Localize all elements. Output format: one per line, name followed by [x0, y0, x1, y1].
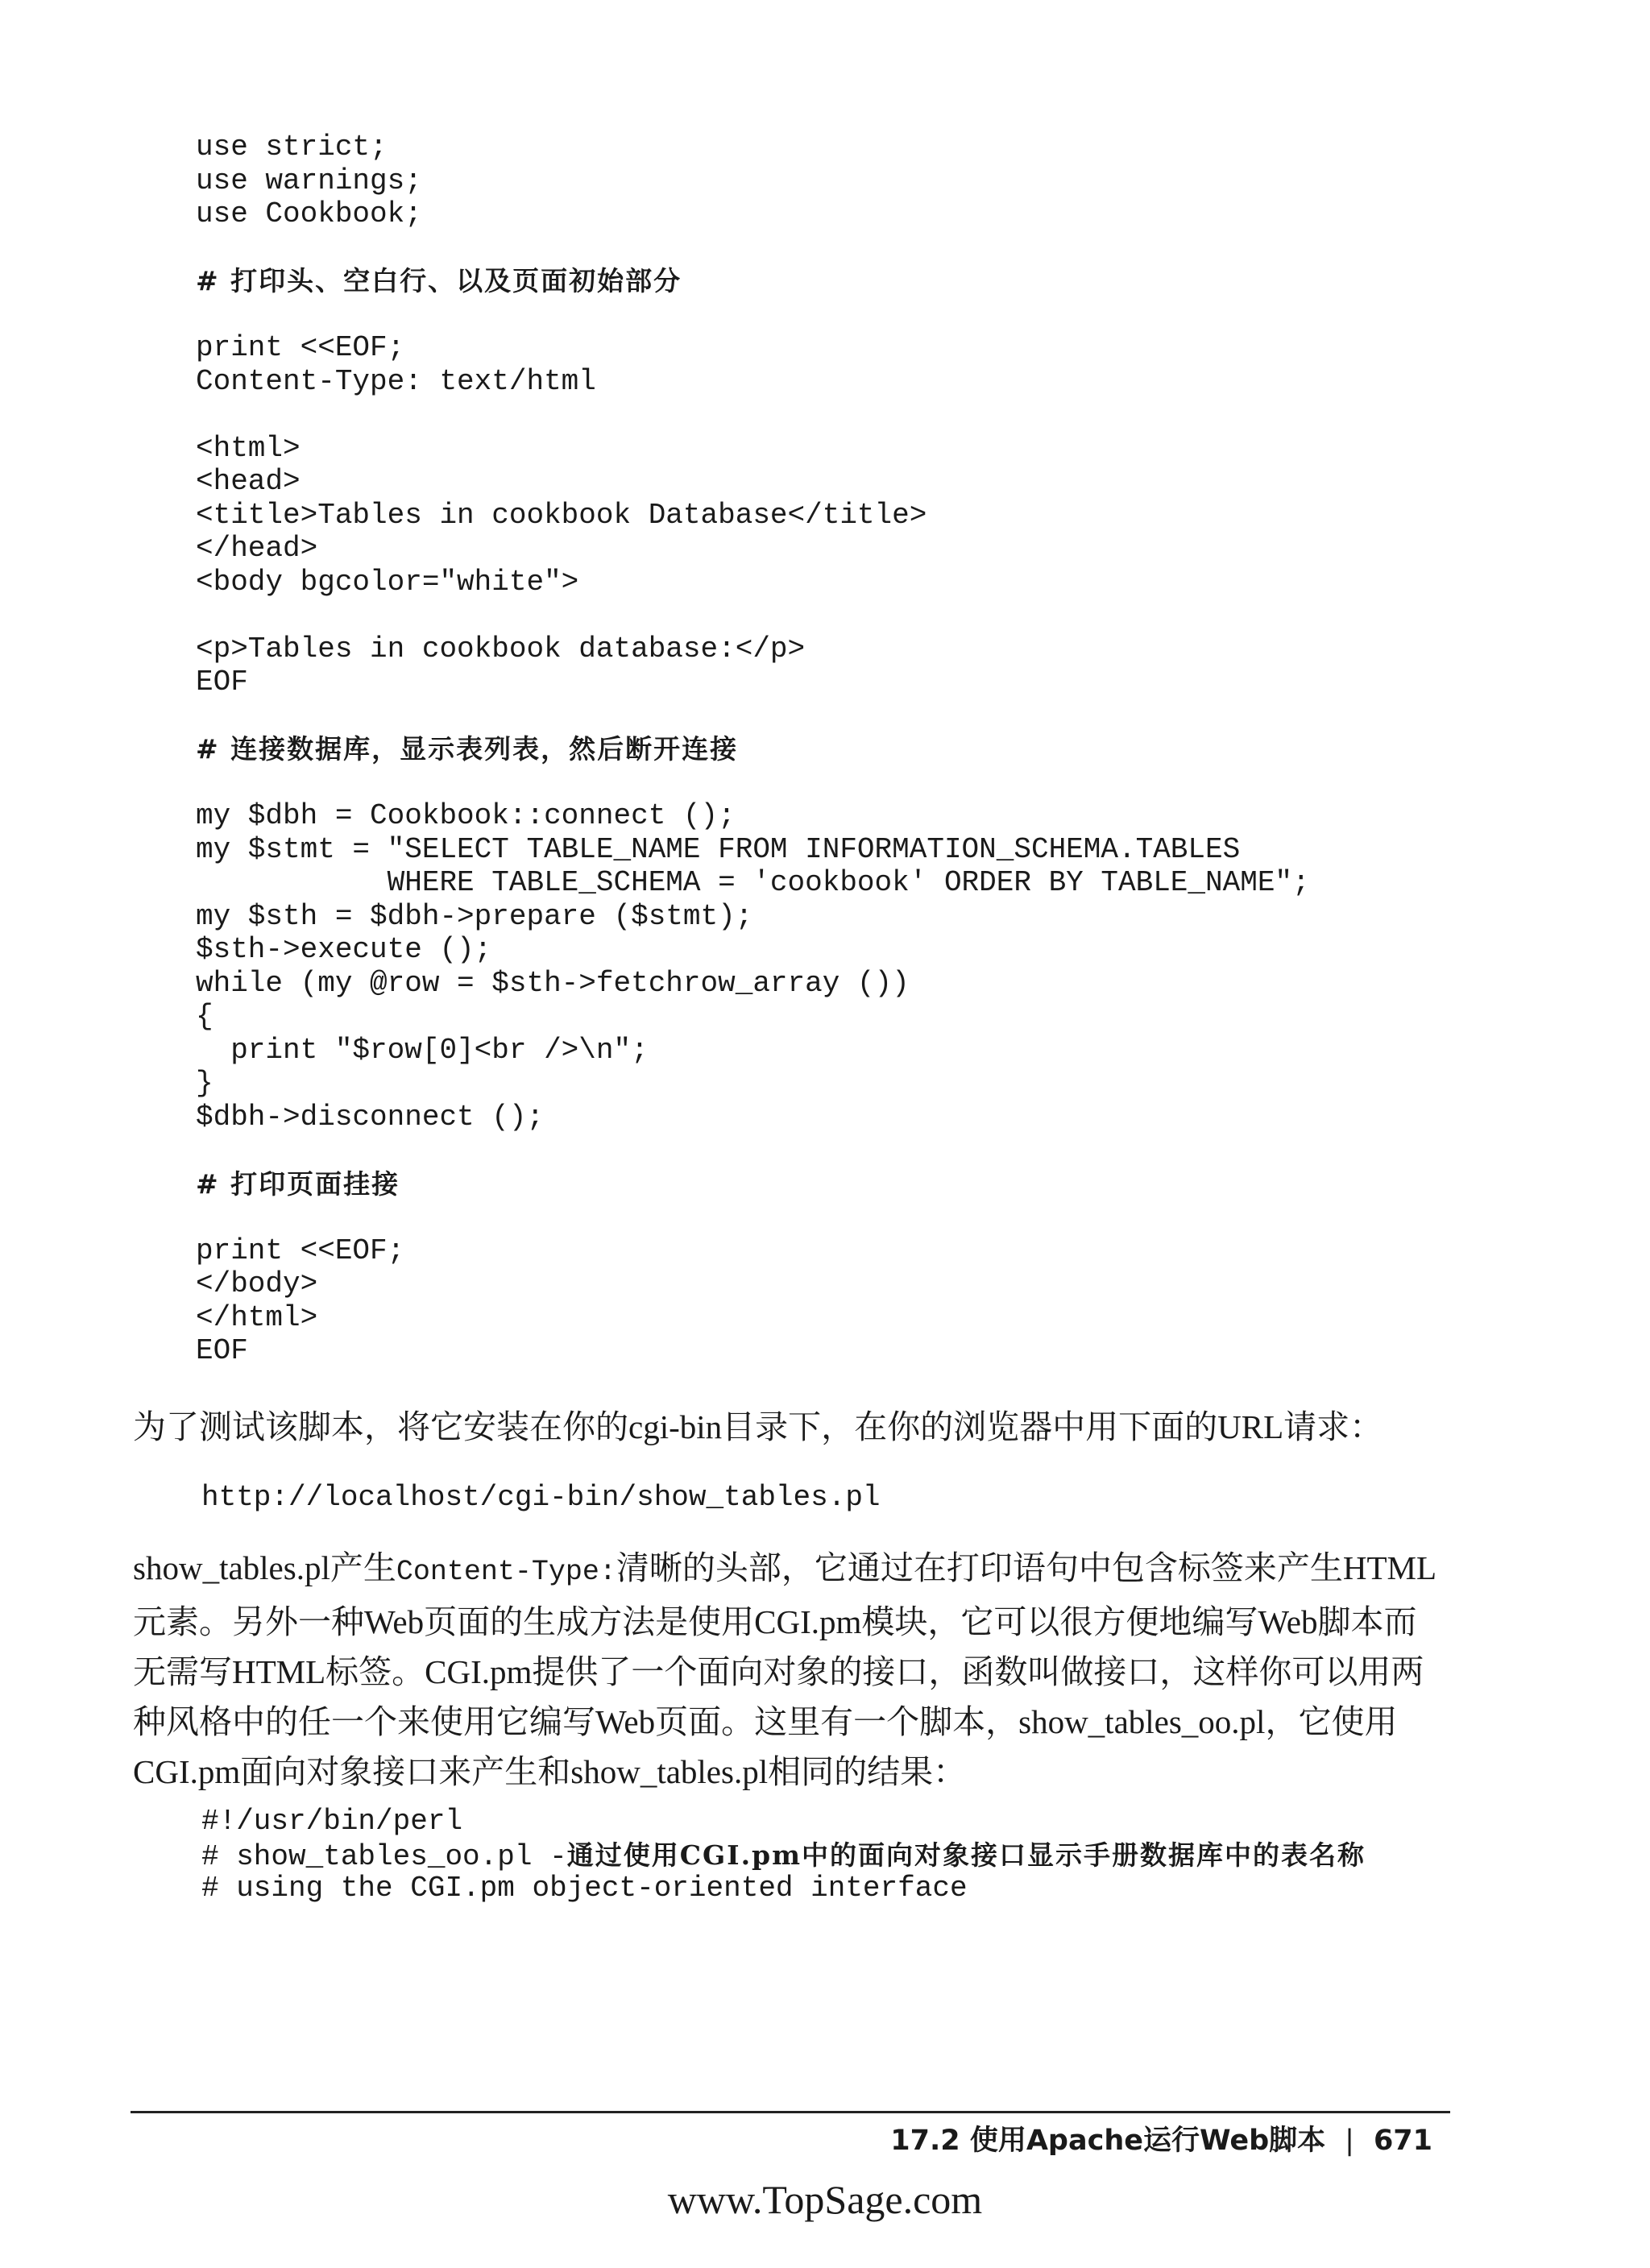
- code-line: Content-Type: text/html: [196, 364, 596, 398]
- code-line: </body>: [196, 1267, 318, 1300]
- code-line: print "$row[0]<br />\n";: [196, 1033, 649, 1067]
- code-comment: # 连接数据库，显示表列表，然后断开连接: [196, 733, 739, 765]
- code-line: $dbh->disconnect ();: [196, 1100, 545, 1134]
- code-blank-line: [196, 298, 1310, 332]
- code-blank-line: [196, 766, 1310, 800]
- paragraph-text: 为了测试该脚本，将它安装在你的cgi-bin目录下，在你的浏览器中用下面的URL请求：: [133, 1408, 1383, 1445]
- code-text: # show_tables_oo.pl -: [201, 1839, 567, 1873]
- code-line: EOF: [196, 665, 248, 699]
- code-line: <head>: [196, 465, 301, 498]
- paragraph-cgi-pm-description: [133, 1543, 1448, 1797]
- footer-rule: [131, 2111, 1450, 2113]
- code-line: print <<EOF;: [196, 331, 405, 364]
- code-listing-show-tables-oo: [201, 1805, 1366, 1905]
- code-line: my $sth = $dbh->prepare ($stmt);: [196, 899, 753, 933]
- code-blank-line: [196, 1200, 1310, 1234]
- code-blank-line: [196, 231, 1310, 265]
- code-line: WHERE TABLE_SCHEMA = 'cookbook' ORDER BY TABLE_NAME";: [196, 866, 1310, 899]
- url-example: [201, 1481, 881, 1515]
- code-line: # using the CGI.pm object-oriented interface: [201, 1872, 968, 1905]
- page-footer: [890, 2121, 1432, 2161]
- code-line: </head>: [196, 532, 318, 565]
- paragraph-text-b: 清晰的头部，它通过在打印语句中包含标签来产生HTML元素。另外一种Web页面的生成方法是使用CGI.pm模块，它可以很方便地编写Web脚本而无需写HTML标签。CGI.pm提供了一个面向对象的接口，函数叫做接口，这样你可以用两种风格中的任一个来使用它编写Web页面。这里有一个脚本，show_tables_oo.pl，它使用CGI.pm面向对象接口来产生和show_tables.pl相同的结果：: [133, 1549, 1437, 1790]
- code-line: $sth->execute ();: [196, 933, 492, 966]
- code-blank-line: [196, 1134, 1310, 1167]
- code-line: <body bgcolor="white">: [196, 565, 579, 599]
- code-line: print <<EOF;: [196, 1234, 405, 1267]
- code-line: my $dbh = Cookbook::connect ();: [196, 799, 736, 832]
- code-line: <html>: [196, 431, 301, 465]
- code-line: use strict;: [196, 131, 388, 164]
- code-comment: 通过使用CGI.pm中的面向对象接口显示手册数据库中的表名称: [566, 1839, 1366, 1871]
- footer-section-title: 17.2 使用Apache运行Web脚本: [890, 2125, 1326, 2157]
- inline-code-content-type: Content-Type:: [396, 1556, 616, 1588]
- code-line: }: [196, 1067, 214, 1100]
- code-blank-line: [196, 699, 1310, 733]
- code-line: use warnings;: [196, 164, 422, 197]
- code-blank-line: [196, 398, 1310, 432]
- paragraph-test-instructions: [133, 1402, 1448, 1452]
- paragraph-text-a: show_tables.pl产生: [133, 1549, 396, 1586]
- code-listing-show-tables: [196, 131, 1310, 1368]
- code-comment: # 打印头、空白行、以及页面初始部分: [196, 265, 682, 296]
- code-comment: # 打印页面挂接: [196, 1167, 400, 1200]
- code-line: use Cookbook;: [196, 197, 422, 230]
- code-line: #!/usr/bin/perl: [201, 1805, 463, 1838]
- code-blank-line: [196, 599, 1310, 632]
- code-line: while (my @row = $sth->fetchrow_array ()): [196, 966, 910, 1000]
- website-watermark: www.TopSage.com: [667, 2177, 983, 2222]
- footer-separator: |: [1345, 2125, 1354, 2157]
- code-line: <p>Tables in cookbook database:</p>: [196, 632, 806, 665]
- code-line: <title>Tables in cookbook Database</title>: [196, 498, 927, 532]
- code-line: [201, 1839, 1366, 1872]
- code-line: {: [196, 1000, 214, 1033]
- code-line: my $stmt = "SELECT TABLE_NAME FROM INFORMATION_SCHEMA.TABLES: [196, 832, 1241, 866]
- code-line: EOF: [196, 1334, 248, 1367]
- page-number: 671: [1373, 2125, 1432, 2157]
- code-line: </html>: [196, 1300, 318, 1334]
- url-text: http://localhost/cgi-bin/show_tables.pl: [201, 1481, 881, 1514]
